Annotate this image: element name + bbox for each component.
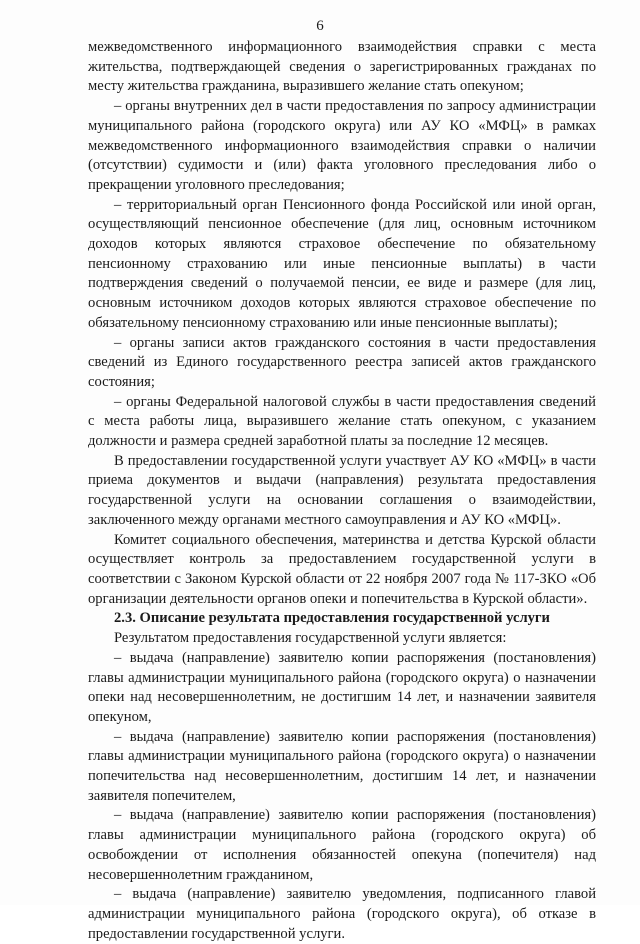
paragraph: межведомственного информационного взаимодействия справки с места жительства, подтверждающей сведения о зарегистрированных гражданах по месту жительства гражданина, выразившего желание стать опекуном; — [88, 39, 596, 95]
page-number: 6 — [316, 18, 324, 34]
paragraph: – выдача (направление) заявителю уведомления, подписанного главой администрации муниципального района (городского округа), об отказе в предоставлении государственной услуги. — [88, 886, 596, 942]
paragraph: – органы записи актов гражданского состояния в части предоставления сведений из Единого государственного реестра записей актов гражданского состояния; — [88, 334, 596, 390]
paragraph: – органы внутренних дел в части предоставления по запросу администрации муниципального района (городского округа) или АУ КО «МФЦ» в рамках межведомственного информационного взаимодействия справки о наличии (отсутствии) судимости и (или) факта уголовного преследования либо о прекращении уголовного преследования; — [88, 98, 596, 193]
paragraph: – органы Федеральной налоговой службы в части предоставления сведений с места работы лица, выразившего желание стать опекуном, с указанием должности и размера средней заработной платы за последние 12 месяцев. — [88, 393, 596, 450]
paragraph: – территориальный орган Пенсионного фонда Российской или иной орган, осуществляющий пенсионное обеспечение (для лиц, основным источником доходов которых являются страховое обеспечение по обязательному пенсионному страхованию или иные пенсионные выплаты) в части подтверждения сведений о получаемой пенсии, ее виде и размере (для лиц, основным источником доходов которых являются страховое обеспечение по обязательному пенсионному страхованию или иные пенсионные выплаты); — [88, 196, 596, 331]
paragraph: Комитет социального обеспечения, материнства и детства Курской области осуществляет контроль за предоставлением государственной услуги в соответствии с Законом Курской области от 22 ноября 2007 года № 117-ЗКО «Об организации деятельности органов опеки и попечительства в Курской области». — [88, 531, 596, 607]
paragraph: – выдача (направление) заявителю копии распоряжения (постановления) главы администрации муниципального района (городского округа) о назначении опеки над несовершеннолетним, не достигшим 14 лет, и назначении заявителя опекуном, — [88, 649, 596, 725]
document-body — [88, 38, 596, 944]
section-heading: 2.3. Описание результата предоставления государственной услуги — [114, 610, 550, 627]
paragraph: Результатом предоставления государственной услуги является: — [114, 630, 507, 647]
paragraph: В предоставлении государственной услуги участвует АУ КО «МФЦ» в части приема документов и выдачи (направления) результата предоставления государственной услуги на основании соглашения о взаимодействии, заключенного между органами местного самоуправления и АУ КО «МФЦ». — [88, 452, 596, 528]
paragraph: – выдача (направление) заявителю копии распоряжения (постановления) главы администрации муниципального района (городского округа) о назначении попечительства над несовершеннолетним, достигшим 14 лет, и назначении заявителя попечителем, — [88, 728, 596, 804]
paragraph: – выдача (направление) заявителю копии распоряжения (постановления) главы администрации муниципального района (городского округа) об освобождении от исполнения обязанностей опекуна (попечителя) над несовершеннолетним гражданином, — [88, 807, 596, 883]
